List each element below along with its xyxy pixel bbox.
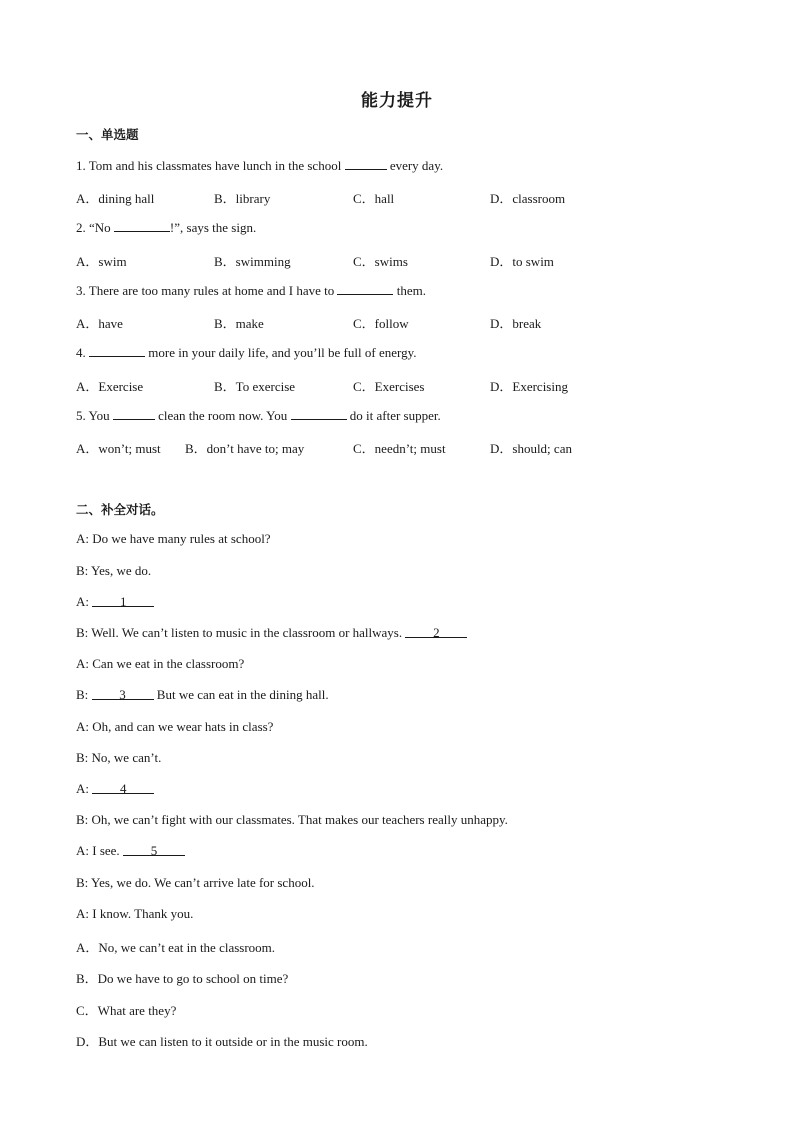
dialogue-line: A: Do we have many rules at school? [76, 531, 271, 546]
question-1 [76, 157, 443, 174]
dialogue-line: B: No, we can’t. [76, 750, 162, 765]
question-text: !”, says the sign. [169, 220, 257, 235]
section-heading-single-choice: 一、单选题 [76, 127, 139, 142]
answer-blank-3: 3 [92, 687, 154, 700]
question-4 [76, 344, 416, 361]
answer-blank [345, 157, 387, 170]
option-d: D．classroom [490, 191, 566, 206]
answer-blank [89, 344, 145, 357]
dialogue-text: A: I see. [76, 843, 123, 858]
section-heading-dialogue: 二、补全对话。 [76, 502, 164, 517]
option-d: D．should; can [490, 441, 572, 456]
dialogue-option-c: C．What are they? [76, 1003, 177, 1018]
dialogue-line [76, 687, 329, 703]
question-text: 5. You [76, 408, 113, 423]
option-a: A．swim [76, 254, 127, 269]
option-c: C．follow [353, 316, 409, 331]
option-d: D．break [490, 316, 542, 331]
option-c: C．swims [353, 254, 408, 269]
answer-blank [114, 219, 170, 232]
dialogue-line [76, 594, 154, 610]
option-b: B．swimming [214, 254, 291, 269]
question-text: clean the room now. You [154, 408, 291, 423]
dialogue-line: B: Yes, we do. [76, 563, 152, 578]
question-2 [76, 219, 256, 236]
dialogue-option-b: B．Do we have to go to school on time? [76, 971, 289, 986]
option-b: B．To exercise [214, 379, 296, 394]
dialogue-text: A: [76, 781, 93, 796]
dialogue-line: A: I know. Thank you. [76, 906, 194, 921]
question-text: more in your daily life, and you’ll be full of energy. [145, 345, 417, 360]
answer-blank [337, 282, 393, 295]
answer-blank-4: 4 [92, 781, 154, 794]
option-c: C．hall [353, 191, 395, 206]
answer-blank [291, 407, 347, 420]
answer-blank-1: 1 [92, 594, 154, 607]
answer-blank [113, 407, 155, 420]
answer-blank-2: 2 [405, 625, 467, 638]
dialogue-option-a: A．No, we can’t eat in the classroom. [76, 940, 276, 955]
dialogue-line [76, 781, 154, 797]
options-row [76, 438, 636, 456]
dialogue-line: A: Can we eat in the classroom? [76, 656, 245, 671]
dialogue-text: B: [76, 687, 92, 702]
answer-blank-5: 5 [123, 843, 185, 856]
dialogue-text: A: [76, 594, 93, 609]
dialogue-line: B: Oh, we can’t fight with our classmates. That makes our teachers really unhappy. [76, 812, 508, 827]
question-3 [76, 282, 426, 299]
option-a: A．won’t; must [76, 441, 161, 456]
dialogue-text: But we can eat in the dining hall. [153, 687, 329, 702]
question-text: 4. [76, 345, 89, 360]
dialogue-line [76, 843, 185, 859]
question-text: 1. Tom and his classmates have lunch in the school [76, 158, 345, 173]
options-row [76, 376, 636, 394]
dialogue-text: B: Well. We can’t listen to music in the classroom or hallways. [76, 625, 406, 640]
option-d: D．Exercising [490, 379, 568, 394]
option-c: C．Exercises [353, 379, 425, 394]
question-text: every day. [386, 158, 444, 173]
option-b: B．make [214, 316, 264, 331]
dialogue-line: A: Oh, and can we wear hats in class? [76, 719, 274, 734]
question-text: 2. “No [76, 220, 114, 235]
question-text: do it after supper. [346, 408, 441, 423]
question-text: 3. There are too many rules at home and I have to [76, 283, 338, 298]
dialogue-line: B: Yes, we do. We can’t arrive late for school. [76, 875, 315, 890]
option-d: D．to swim [490, 254, 554, 269]
options-row [76, 188, 636, 206]
option-a: A．Exercise [76, 379, 144, 394]
option-a: A．dining hall [76, 191, 155, 206]
option-b: B．don’t have to; may [185, 441, 305, 456]
dialogue-option-d: D．But we can listen to it outside or in the music room. [76, 1034, 368, 1049]
page-title: 能力提升 [361, 91, 433, 111]
option-a: A．have [76, 316, 123, 331]
options-row [76, 251, 636, 269]
dialogue-line [76, 625, 467, 641]
option-c: C．needn’t; must [353, 441, 446, 456]
options-row [76, 313, 636, 331]
question-text: them. [393, 283, 426, 298]
option-b: B．library [214, 191, 271, 206]
question-5 [76, 407, 441, 424]
